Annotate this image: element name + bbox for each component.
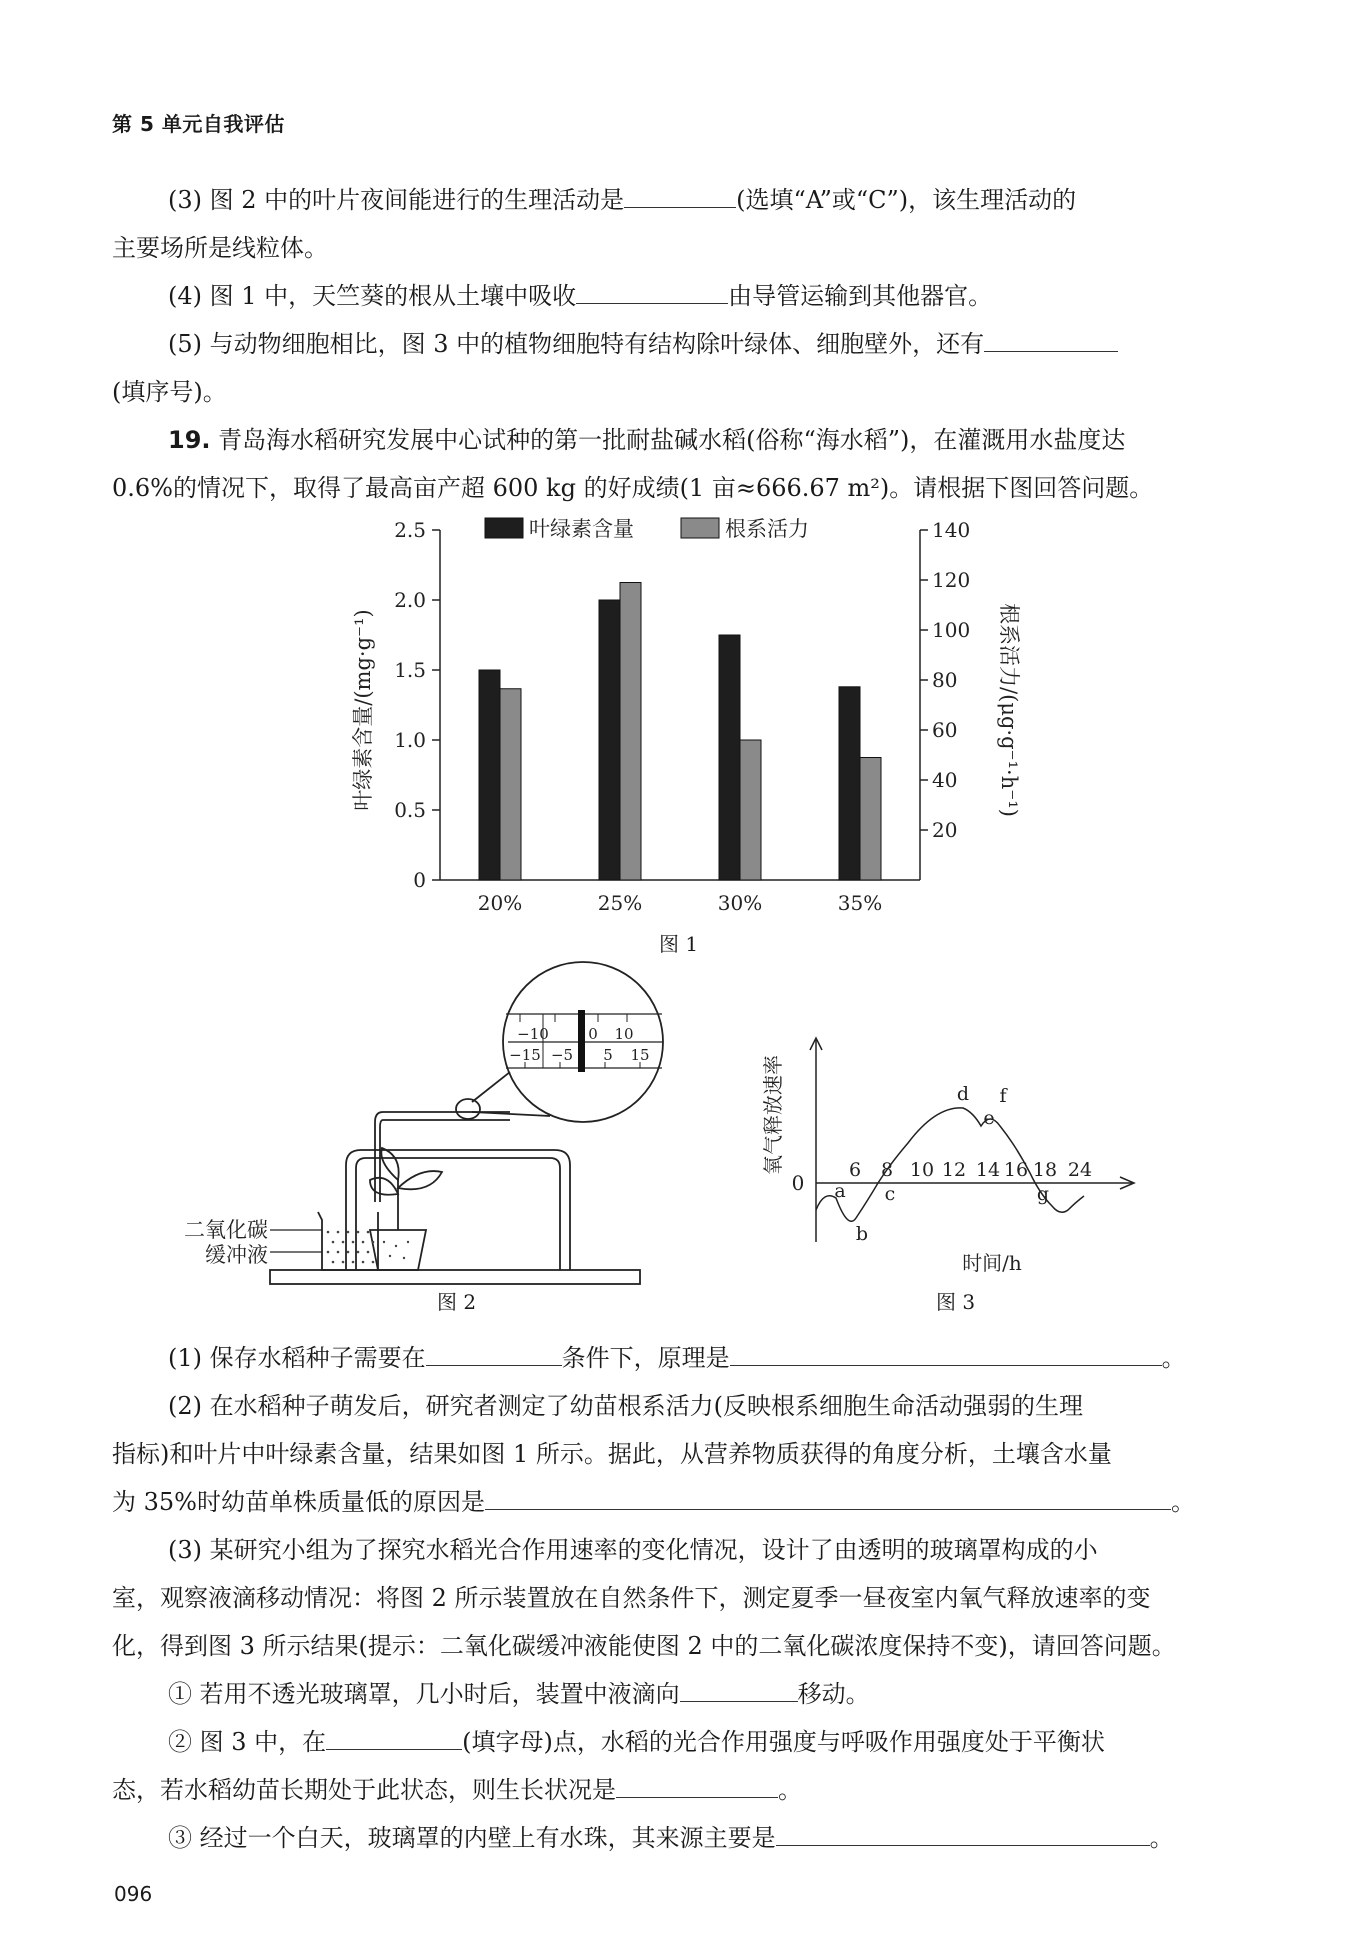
bar-root-activity	[740, 740, 761, 880]
figure-1-bar-chart	[340, 510, 1020, 920]
answer-blank[interactable]	[616, 1771, 778, 1798]
y-axis-label-left: 叶绿素含量/(mg·g⁻¹)	[351, 609, 375, 811]
q19-sub3-item2-cont: 态，若水稻幼苗长期处于此状态，则生长状况是 。	[112, 1766, 1240, 1814]
bar-chlorophyll	[599, 600, 620, 880]
figure-2-caption: 图 2	[437, 1290, 477, 1314]
beaker	[318, 1212, 378, 1270]
answer-blank[interactable]	[984, 325, 1118, 352]
legend-label: 叶绿素含量	[529, 517, 634, 541]
scale-label: 15	[630, 1046, 650, 1064]
bar-root-activity	[500, 689, 521, 880]
q19-sub2-cont: 指标)和叶片中叶绿素含量，结果如图 1 所示。据此，从营养物质获得的角度分析，土壤含水量	[112, 1440, 1112, 1468]
q19-sub3-cont: 室，观察液滴移动情况：将图 2 所示装置放在自然条件下，测定夏季一昼夜室内氧气释放速率的变	[112, 1584, 1151, 1612]
q19-sub3: (3) 某研究小组为了探究水稻光合作用速率的变化情况，设计了由透明的玻璃罩构成的小	[168, 1536, 1098, 1564]
q19-sub3-item1: ① 若用不透光玻璃罩，几小时后，装置中液滴向 移动。	[112, 1670, 1240, 1718]
y-tick-label-left: 2.0	[394, 588, 426, 612]
page-number: 096	[114, 1882, 153, 1906]
y-tick-label-right: 80	[932, 668, 958, 692]
y-tick-label-right: 100	[932, 618, 971, 642]
q19-sub3-end: 化，得到图 3 所示结果(提示：二氧化碳缓冲液能使图 2 中的二氧化碳浓度保持不变)，请回答问题。	[112, 1632, 1176, 1660]
y-axis-label: 氧气释放速率	[761, 1055, 785, 1175]
answer-blank[interactable]	[426, 1339, 562, 1366]
figure-3-caption: 图 3	[936, 1290, 976, 1314]
figure-2-apparatus	[184, 962, 700, 1282]
scale-label: 10	[614, 1025, 634, 1043]
scale-label: −10	[517, 1025, 549, 1043]
x-tick-label: 25%	[597, 891, 643, 915]
x-tick-label: 35%	[837, 891, 883, 915]
y-tick-label-right: 60	[932, 718, 958, 742]
x-axis-label: 时间/h	[962, 1251, 1022, 1275]
legend-swatch	[485, 518, 523, 538]
bar-root-activity	[620, 583, 641, 881]
q18-part5: (5) 与动物细胞相比，图 3 中的植物细胞特有结构除叶绿体、细胞壁外，还有	[112, 320, 1240, 368]
point-label: b	[855, 1223, 869, 1245]
x-tick-label: 30%	[717, 891, 763, 915]
q19-sub1: (1) 保存水稻种子需要在 条件下，原理是 。	[112, 1334, 1240, 1382]
liquid-droplet	[578, 1010, 585, 1072]
scale-label: −5	[550, 1046, 574, 1064]
base-plate	[270, 1270, 640, 1284]
q18-part3: (3) 图 2 中的叶片夜间能进行的生理活动是 (选填“A”或“C”)，该生理活动的	[112, 176, 1240, 224]
point-label: g	[1036, 1183, 1050, 1205]
answer-blank[interactable]	[624, 181, 736, 208]
figure-3-line-chart	[760, 1030, 1140, 1280]
pot-soil	[383, 1241, 409, 1259]
buffer-label-line1: 二氧化碳	[184, 1218, 268, 1242]
y-tick-label-right: 20	[932, 818, 958, 842]
x-tick-label: 14	[975, 1159, 1001, 1181]
q19-sub3-item2: ② 图 3 中，在 (填字母)点，水稻的光合作用强度与呼吸作用强度处于平衡状	[112, 1718, 1240, 1766]
x-tick-label: 6	[848, 1159, 862, 1181]
y-tick-label-left: 0.5	[394, 798, 426, 822]
x-tick-label: 20%	[477, 891, 523, 915]
scale-label: −15	[509, 1046, 541, 1064]
answer-blank[interactable]	[576, 277, 728, 304]
scale-label: 0	[588, 1025, 598, 1043]
q18-part3-cont: 主要场所是线粒体。	[112, 234, 328, 262]
y-tick-label-right: 40	[932, 768, 958, 792]
y-tick-label-left: 0	[413, 868, 426, 892]
q19-sub2-end: 为 35%时幼苗单株质量低的原因是 。	[112, 1478, 1240, 1526]
unit-header: 第 5 单元自我评估	[112, 112, 285, 136]
answer-blank[interactable]	[730, 1339, 1162, 1366]
q18-part4: (4) 图 1 中，天竺葵的根从土壤中吸收 由导管运输到其他器官。	[112, 272, 1240, 320]
buffer-liquid	[327, 1231, 375, 1264]
scale-label: 5	[603, 1046, 613, 1064]
bar-chlorophyll	[839, 687, 860, 880]
y-tick-label-right: 120	[932, 568, 971, 592]
bar-chlorophyll	[479, 670, 500, 880]
figure-1-caption: 图 1	[659, 932, 699, 956]
x-tick-label: 16	[1003, 1159, 1029, 1181]
point-label: a	[834, 1180, 846, 1202]
origin-label: 0	[791, 1171, 805, 1195]
y-tick-label-left: 1.5	[394, 658, 426, 682]
y-tick-label-left: 1.0	[394, 728, 426, 752]
point-label: c	[884, 1183, 896, 1205]
legend-swatch	[681, 518, 719, 538]
x-tick-label: 12	[941, 1159, 967, 1181]
q19-intro-cont: 0.6%的情况下，取得了最高亩产超 600 kg 的好成绩(1 亩≈666.67 m²)。请根据下图回答问题。	[112, 474, 1154, 502]
bar-root-activity	[860, 758, 881, 881]
answer-blank[interactable]	[485, 1483, 1171, 1510]
chart-bars	[479, 583, 881, 881]
y-axis-label-right: 根系活力/(μg·g⁻¹·h⁻¹)	[997, 603, 1021, 817]
x-tick-label: 10	[909, 1159, 935, 1181]
point-label: d	[956, 1083, 970, 1105]
point-label: f	[999, 1085, 1007, 1107]
y-tick-label-left: 2.5	[394, 518, 426, 542]
bar-chlorophyll	[719, 635, 740, 880]
point-label: e	[983, 1107, 995, 1129]
answer-blank[interactable]	[326, 1723, 462, 1750]
x-tick-label: 18	[1032, 1159, 1058, 1181]
droplet-marker	[456, 1099, 480, 1119]
answer-blank[interactable]	[680, 1675, 798, 1702]
q18-part5-cont: (填序号)。	[112, 378, 227, 406]
legend-label: 根系活力	[725, 517, 809, 541]
buffer-label-line2: 缓冲液	[205, 1243, 268, 1267]
chart-legend	[485, 517, 809, 541]
q19-sub3-item3: ③ 经过一个白天，玻璃罩的内壁上有水珠，其来源主要是 。	[112, 1814, 1240, 1862]
x-tick-label: 8	[880, 1159, 894, 1181]
x-tick-label: 24	[1067, 1159, 1093, 1181]
q19-intro: 19. 青岛海水稻研究发展中心试种的第一批耐盐碱水稻(俗称“海水稻”)，在灌溉用水盐度达	[168, 426, 1126, 454]
q19-sub2: (2) 在水稻种子萌发后，研究者测定了幼苗根系活力(反映根系细胞生命活动强弱的生理	[168, 1392, 1083, 1420]
answer-blank[interactable]	[776, 1819, 1150, 1846]
y-tick-label-right: 140	[932, 518, 971, 542]
